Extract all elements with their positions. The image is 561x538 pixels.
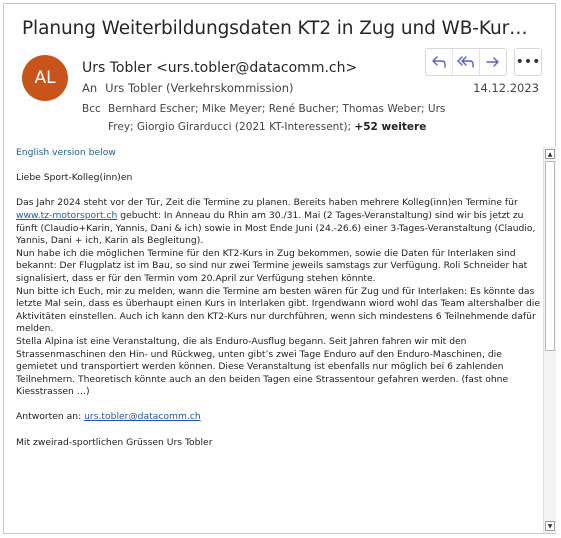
scroll-thumb[interactable] <box>545 161 555 351</box>
email-subject: Planung Weiterbildungsdaten KT2 in Zug und WB-Kur… <box>22 18 528 39</box>
sender[interactable]: Urs Tobler <urs.tobler@datacomm.ch> <box>82 60 358 76</box>
scroll-up-button[interactable] <box>545 149 555 159</box>
email-date: 14.12.2023 <box>473 81 539 95</box>
to-label: An <box>82 81 98 95</box>
reply-to-line: Antworten an: urs.tobler@datacomm.ch <box>16 411 201 423</box>
paragraph-4: Stella Alpina ist eine Veranstaltung, die als Enduro-Ausflug begann. Seit Jahren fahren wir mit den Strassenmaschinen den Hin- und Rückweg, unten gibt’s zwei Tage Enduro auf den Enduro-Maschinen, die gemietet und transportiert werden können. Diese Veranstaltung ist ebenfalls nur möglich bei 6 zahlenden Teilnehmern. Theoretisch könnte auch an den beiden Tagen eine Strassentour gefahren werden. (fast ohne Kiesstrassen …) <box>16 335 509 398</box>
bcc-recipients[interactable]: Bernhard Escher; Mike Meyer; René Bucher; Thomas Weber; Urs Frey; Giorgio Girarducci (2021 KT-Interessent); <box>108 103 446 133</box>
paragraph-1: Das Jahr 2024 steht vor der Tür, Zeit die Termine zu planen. Bereits haben mehrere Kolleg(inn)en Termine für www.tz-motorsport.ch gebucht: In Anneau du Rhin am 30./31. Mai (2 Tages-Veranstaltung) sind wir bis jetzt zu fünft (Claudio+Karin, Yannis, Dani & ich) sowie in Most Ende Juni (24.-26.6) einer 3-Tages-Veranstaltung (Claudio, Yannis, Dani + ich, Karin als Begleitung). <box>16 197 536 247</box>
avatar[interactable]: AL <box>22 55 68 101</box>
arrow-up-icon: ▲ <box>547 150 553 158</box>
reply-icon <box>431 55 447 69</box>
reply-to-email-link[interactable]: urs.tobler@datacomm.ch <box>84 411 201 423</box>
forward-button[interactable] <box>480 49 506 75</box>
vertical-scrollbar[interactable] <box>543 147 556 533</box>
paragraph-3: Nun bitte ich Euch, mir zu melden, wann die Termine am besten wären für Zug und für Interlaken: Es könnte das letzte Mal sein, dass es überhaupt einen Kurs in Interlaken gibt. Irgendwann wiord wohl das Team altershalber die Aktivitäten einstellen. Auch ich kann den KT2-Kurs nur durchführen, wenn sich mindestens 6 Teilnehmende dafür melden. <box>16 285 541 335</box>
action-button-group <box>425 48 507 76</box>
recipient-line <box>82 81 293 95</box>
english-version-note: English version below <box>16 147 116 158</box>
email-body <box>16 147 542 530</box>
reply-all-icon <box>457 55 475 69</box>
to-recipient[interactable]: Urs Tobler (Verkehrskommission) <box>105 81 294 95</box>
bcc-line <box>82 100 448 136</box>
website-link[interactable]: www.tz-motorsport.ch <box>16 209 118 221</box>
reply-all-button[interactable] <box>453 49 480 75</box>
bcc-more-link[interactable]: +52 weitere <box>354 121 427 133</box>
reply-button[interactable] <box>426 49 453 75</box>
closing: Mit zweirad-sportlichen Grüssen Urs Tobler <box>16 436 213 448</box>
greeting: Liebe Sport-Kolleg(inn)en <box>16 172 133 184</box>
forward-icon <box>485 55 501 69</box>
paragraph-2: Nun habe ich die möglichen Termine für den KT2-Kurs in Zug bekommen, sowie die Daten für Interlaken sind bekannt: Der Flugplatz ist im Bau, so sind nur zwei Termine jeweils samstags zur Verfügung. Roli Schneider hat signalisiert, dass er für den Termin vom 20.April zur Verfügung stehen könnte. <box>16 247 528 284</box>
more-actions-button[interactable] <box>514 48 542 76</box>
scroll-down-button[interactable] <box>545 521 555 531</box>
more-icon: ••• <box>515 54 541 70</box>
bcc-label: Bcc <box>82 103 101 115</box>
arrow-down-icon: ▼ <box>547 522 553 530</box>
